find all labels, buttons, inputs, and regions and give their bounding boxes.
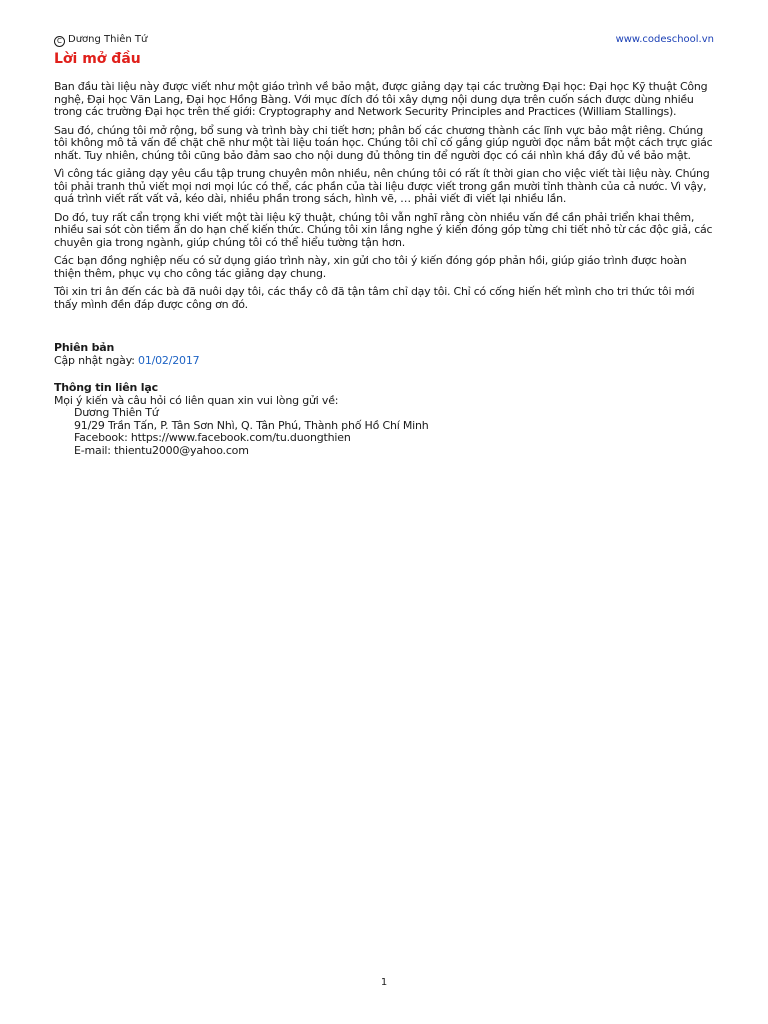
version-section — [54, 342, 716, 367]
paragraph: Các bạn đồng nghiệp nếu có sử dụng giáo trình này, xin gửi cho tôi ý kiến đóng góp phản hồi, giúp giáo trình được hoàn thiện thêm, phục vụ cho công tác giảng dạy chung. — [54, 254, 687, 280]
page-number: 1 — [380, 977, 388, 988]
contact-title: Thông tin liên lạc — [54, 381, 158, 394]
update-line — [54, 355, 716, 368]
contact-intro: Mọi ý kiến và câu hỏi có liên quan xin vui lòng gửi về: — [54, 393, 339, 407]
paragraph: Vì công tác giảng dạy yêu cầu tập trung chuyên môn nhiều, nên chúng tôi có rất ít thời gian cho việc viết tài liệu này. Chúng tôi phải tranh thủ viết mọi nơi mọi lúc có thể, các phần của tài liệu được viết trong gần mười tỉnh thành của cả nước. Vì vậy, quá trình viết rất vất vả, kéo dài, nhiều phần trong sách, hình vẽ, … phải viết đi viết lại nhiều lần. — [54, 167, 710, 205]
copyright-notice — [54, 34, 147, 47]
version-title: Phiên bản — [54, 341, 115, 354]
paragraph: Tôi xin tri ân đến các bà đã nuôi dạy tôi, các thầy cô đã tận tâm chỉ dạy tôi. Chỉ có cống hiến hết mình cho tri thức tôi mới thấy mình đền đáp được công ơn đó. — [54, 285, 695, 311]
copyright-icon: C — [54, 36, 65, 47]
paragraph: Do đó, tuy rất cẩn trọng khi viết một tài liệu kỹ thuật, chúng tôi vẫn nghĩ rằng còn nhiều vấn đề cần phải triển khai thêm, nhiều sai sót còn tiềm ẩn do hạn chế kiến thức. Chúng tôi xin lắng nghe ý kiến đóng góp từng chi tiết nhỏ từ các độc giả, các chuyên gia trong ngành, giúp chúng tôi có thể hiểu tường tận hơn. — [54, 210, 713, 249]
page-title: Lời mở đầu — [54, 51, 141, 67]
contact-facebook[interactable]: Facebook: https://www.facebook.com/tu.duongthien — [74, 431, 351, 444]
update-label: Cập nhật ngày: — [54, 353, 139, 367]
contact-email[interactable]: E-mail: thientu2000@yahoo.com — [74, 443, 249, 457]
update-date: 01/02/2017 — [138, 353, 200, 367]
paragraph: Sau đó, chúng tôi mở rộng, bổ sung và trình bày chi tiết hơn; phân bố các chương thành các lĩnh vực bảo mật riêng. Chúng tôi không mô tả vấn đề chặt chẽ như một tài liệu toán học. Chúng tôi chỉ cố gắng giúp người đọc nắm bắt một cách trực giác nhất. Tuy nhiên, chúng tôi cũng bảo đảm sao cho nội dung đủ thông tin để người đọc có cái nhìn khá đầy đủ về bảo mật. — [54, 123, 713, 162]
paragraph: Ban đầu tài liệu này được viết như một giáo trình về bảo mật, được giảng dạy tại các trường Đại học: Đại học Kỹ thuật Công nghệ, Đại học Văn Lang, Đại học Hồng Bàng. Với mục đích đó tôi xây dựng nội dung dựa trên cuốn sách được dùng nhiều trong các trường Đại học trên thế giới: Cryptography and Network Security Principles and Practices (William Stallings). — [54, 80, 708, 118]
website-link[interactable]: www.codeschool.vn — [615, 34, 714, 45]
preface-body — [54, 81, 716, 317]
contact-address: 91/29 Trần Tấn, P. Tân Sơn Nhì, Q. Tân Phú, Thành phố Hồ Chí Minh — [74, 418, 429, 432]
contact-name: Dương Thiên Tứ — [74, 406, 159, 419]
author-name: Dương Thiên Tứ — [68, 34, 148, 45]
contact-section — [54, 382, 716, 457]
page-header — [54, 34, 714, 48]
